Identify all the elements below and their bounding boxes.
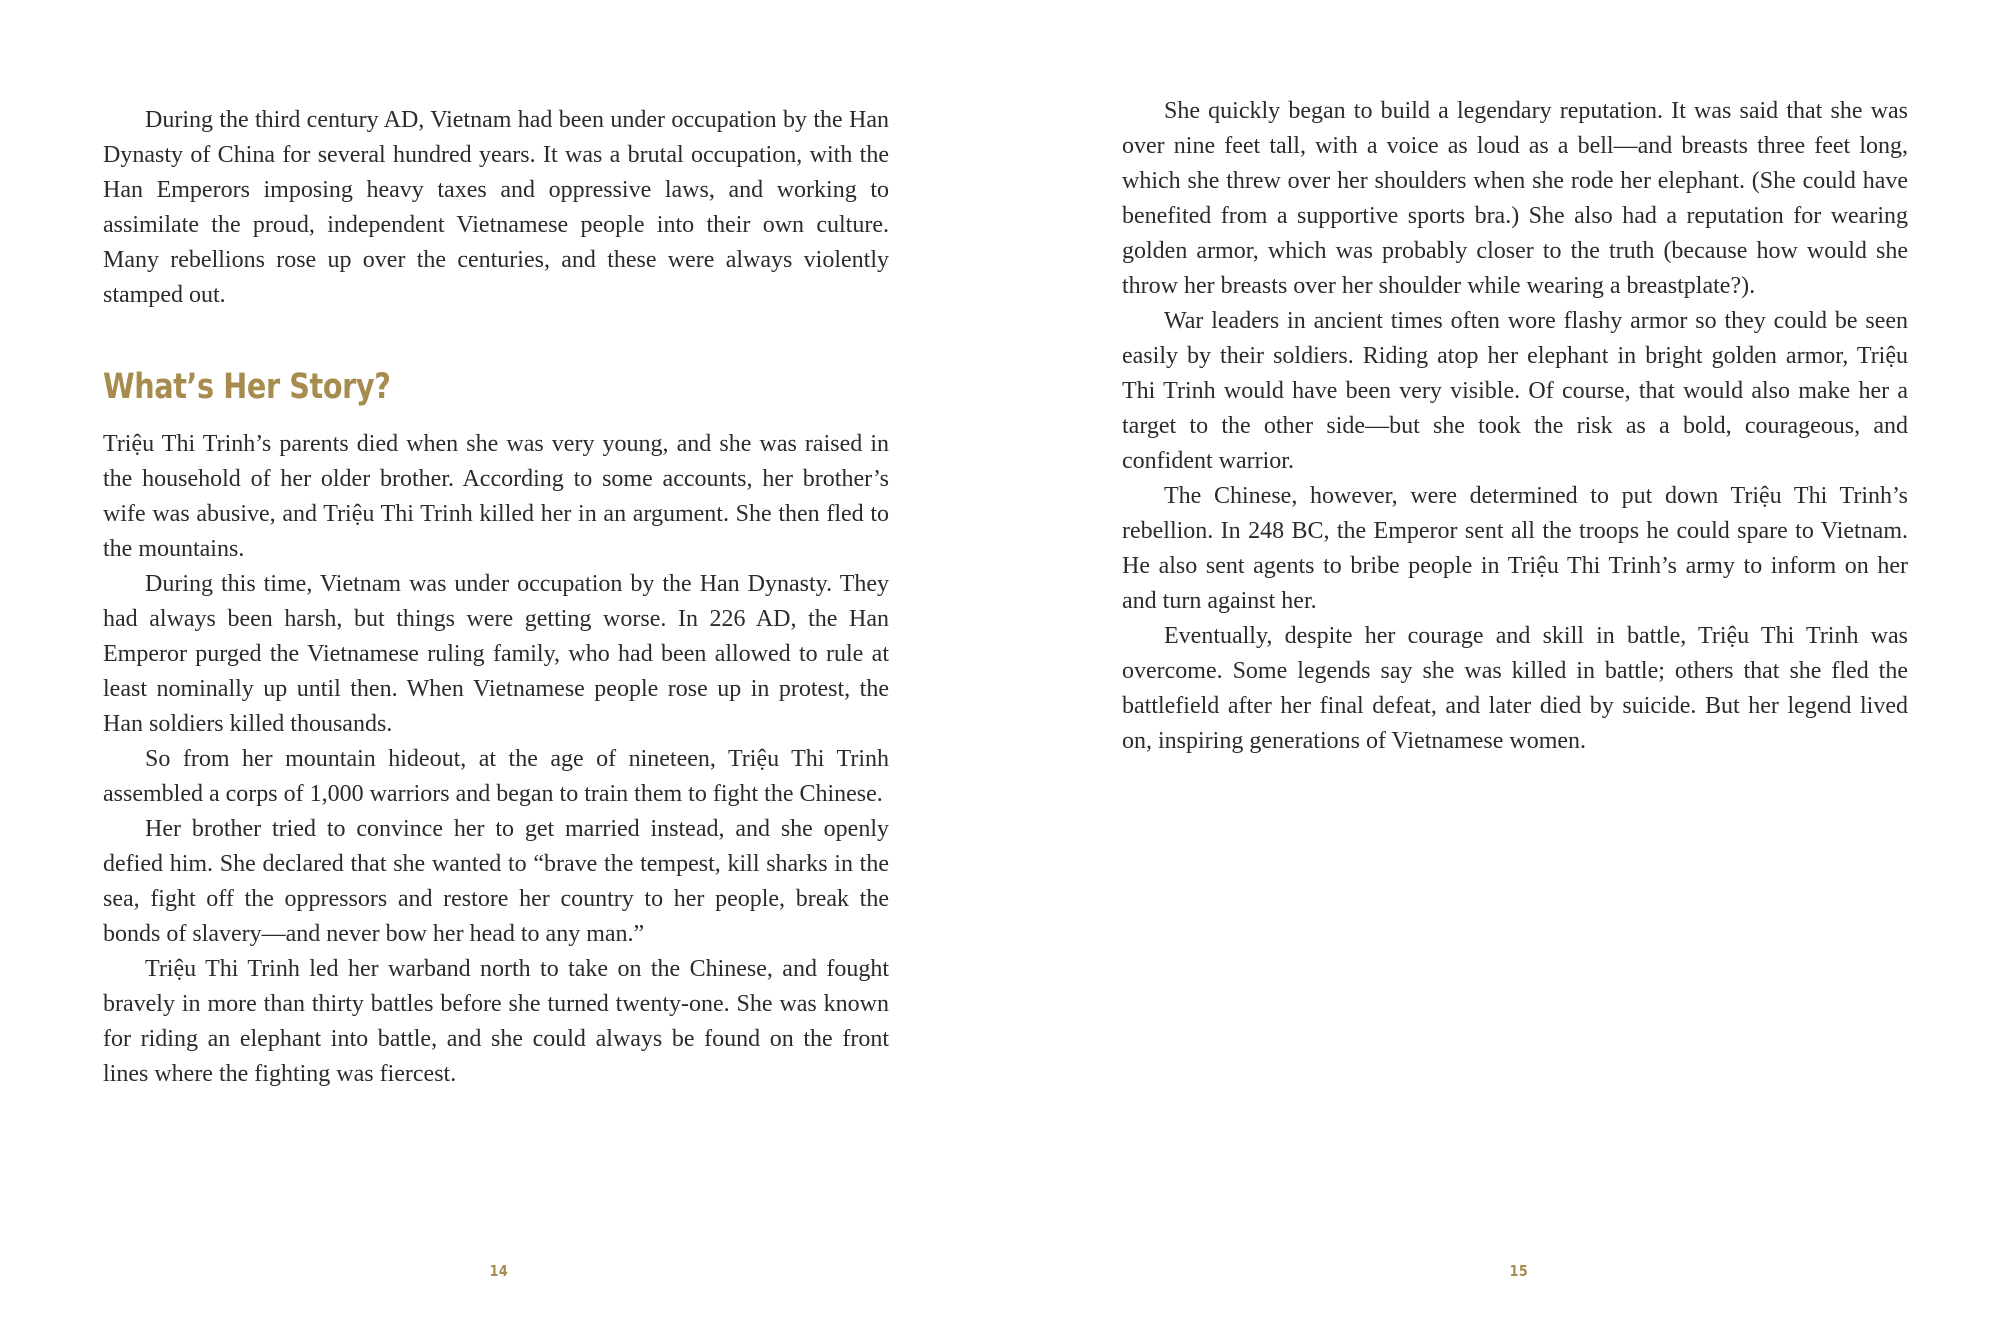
story-paragraph-2: During this time, Vietnam was under occupation by the Han Dynasty. They had always been harsh, but things were getting worse. In 226 AD, the Han Emperor purged the Vietnamese ruling family, who had been allowed to rule at least nominally up until then. When Vietnamese people rose up in protest, the Han soldiers killed thousands. bbox=[103, 571, 889, 737]
story-paragraph-1: Triệu Thi Trinh’s parents died when she was very young, and she was raised in the household of her older brother. According to some accounts, her brother’s wife was abusive, and Triệu Thi Trinh killed her in an argument. She then fled to the mountains. bbox=[103, 431, 889, 562]
page-number-right: 15 bbox=[1509, 1262, 1529, 1280]
story-paragraph-5: Triệu Thi Trinh led her warband north to take on the Chinese, and fought bravely in more than thirty battles before she turned twenty-one. She was known for riding an elephant into battle, and she could always be found on the front lines where the fighting was fiercest. bbox=[103, 956, 889, 1087]
intro-paragraph: During the third century AD, Vietnam had been under occupation by the Han Dynasty of China for several hundred years. It was a brutal occupation, with the Han Emperors imposing heavy taxes and oppressive laws, and working to assimilate the proud, independent Vietnamese people into their own culture. Many rebellions rose up over the centuries, and these were always violently stamped out. bbox=[103, 107, 889, 308]
section-heading: What’s Her Story? bbox=[103, 367, 391, 407]
right-page bbox=[1000, 0, 2000, 1333]
story-section bbox=[103, 427, 889, 1092]
continued-section bbox=[1122, 94, 1908, 759]
story-paragraph-3: So from her mountain hideout, at the age of nineteen, Triệu Thi Trinh assembled a corps of 1,000 warriors and began to train them to fight the Chinese. bbox=[103, 746, 889, 807]
right-paragraph-4: Eventually, despite her courage and skill in battle, Triệu Thi Trinh was overcome. Some legends say she was killed in battle; others that she fled the battlefield after her final defeat, and later died by suicide. But her legend lived on, inspiring generations of Vietnamese women. bbox=[1122, 623, 1908, 754]
right-paragraph-3: The Chinese, however, were determined to put down Triệu Thi Trinh’s rebellion. In 248 BC, the Emperor sent all the troops he could spare to Vietnam. He also sent agents to bribe people in Triệu Thi Trinh’s army to inform on her and turn against her. bbox=[1122, 483, 1908, 614]
page-number-left: 14 bbox=[489, 1262, 509, 1280]
right-paragraph-1: She quickly began to build a legendary reputation. It was said that she was over nine feet tall, with a voice as loud as a bell—and breasts three feet long, which she threw over her shoulders when she rode her elephant. (She could have benefited from a supportive sports bra.) She also had a reputation for wearing golden armor, which was probably closer to the truth (because how would she throw her breasts over her shoulder while wearing a breastplate?). bbox=[1122, 98, 1908, 299]
right-paragraph-2: War leaders in ancient times often wore flashy armor so they could be seen easily by their soldiers. Riding atop her elephant in bright golden armor, Triệu Thi Trinh would have been very visible. Of course, that would also make her a target to the other side—but she took the risk as a bold, courageous, and confident warrior. bbox=[1122, 308, 1908, 474]
story-paragraph-4: Her brother tried to convince her to get married instead, and she openly defied him. She declared that she wanted to “brave the tempest, kill sharks in the sea, fight off the oppressors and restore her country to her people, break the bonds of slavery—and never bow her head to any man.” bbox=[103, 816, 889, 947]
intro-section bbox=[103, 103, 889, 313]
